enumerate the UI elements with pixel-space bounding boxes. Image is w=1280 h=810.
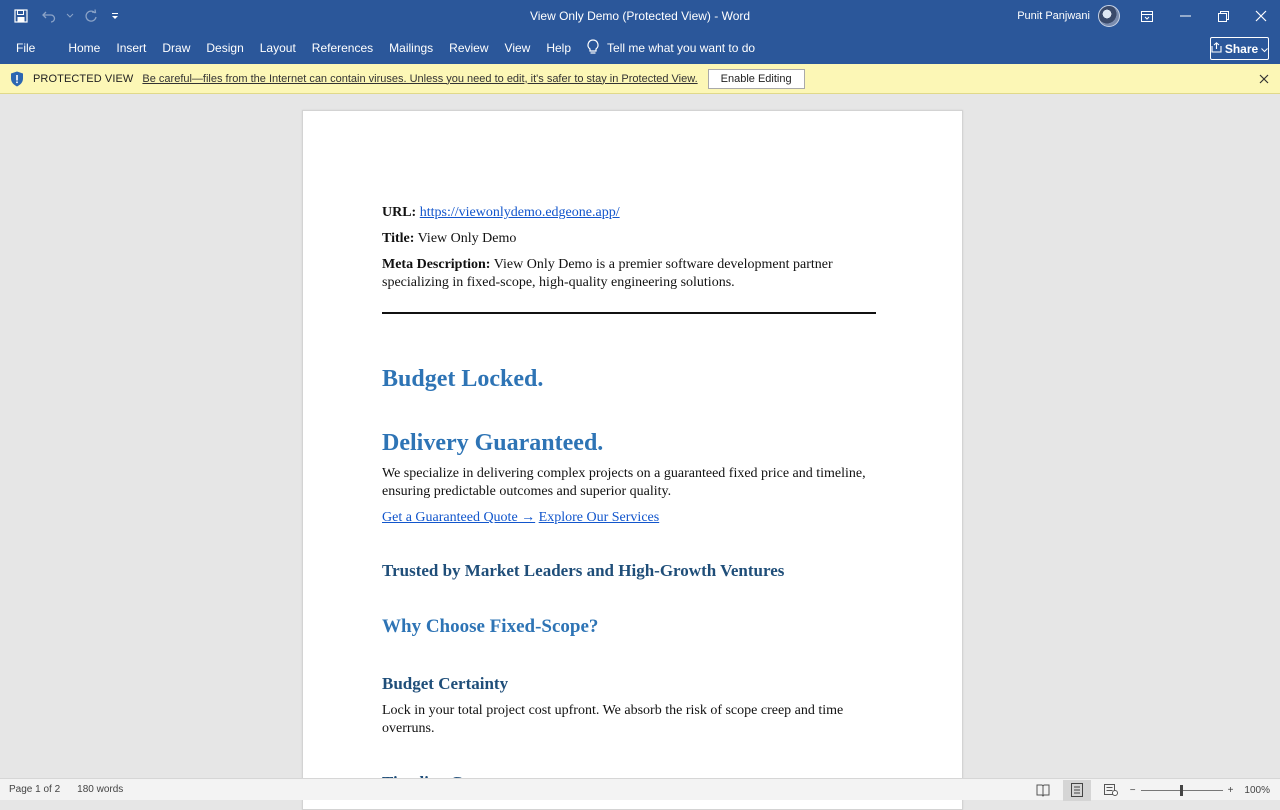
heading-budget-locked: Budget Locked. bbox=[382, 366, 544, 392]
zoom-slider-thumb[interactable] bbox=[1180, 785, 1183, 796]
explore-services-link[interactable]: Explore Our Services bbox=[538, 510, 660, 525]
user-account[interactable] bbox=[1017, 5, 1120, 27]
tab-mailings[interactable]: Mailings bbox=[389, 41, 434, 55]
user-name: Punit Panjwani bbox=[1017, 10, 1090, 22]
print-layout-icon[interactable] bbox=[1063, 780, 1091, 801]
heading-trusted: Trusted by Market Leaders and High-Growth Ventures bbox=[382, 561, 785, 580]
share-icon bbox=[1211, 42, 1222, 56]
share-button[interactable] bbox=[1210, 37, 1269, 60]
read-mode-icon[interactable] bbox=[1029, 780, 1057, 801]
title-label: Title: bbox=[382, 231, 415, 246]
close-icon[interactable] bbox=[1242, 0, 1280, 32]
heading-delivery-guaranteed: Delivery Guaranteed. bbox=[382, 430, 604, 456]
zoom-out-icon[interactable]: − bbox=[1129, 784, 1136, 796]
zoom-slider[interactable] bbox=[1141, 790, 1223, 791]
shield-icon bbox=[9, 70, 25, 88]
protected-view-bar bbox=[0, 64, 1280, 94]
word-count[interactable]: 180 words bbox=[77, 784, 124, 795]
zoom-in-icon[interactable]: + bbox=[1227, 784, 1234, 796]
zoom-level[interactable]: 100% bbox=[1244, 784, 1270, 796]
redo-icon[interactable] bbox=[80, 6, 102, 26]
view-buttons bbox=[1029, 779, 1125, 801]
minimize-icon[interactable] bbox=[1166, 0, 1204, 32]
meta-value: View Only Demo is a premier software development partner specializing in fixed-scope, high-quality engineering solutions. bbox=[382, 257, 833, 290]
quick-access-toolbar bbox=[10, 6, 122, 26]
tab-insert[interactable]: Insert bbox=[116, 41, 147, 55]
url-link[interactable]: https://viewonlydemo.edgeone.app/ bbox=[419, 205, 620, 220]
cta-links bbox=[382, 509, 882, 527]
lightbulb-icon bbox=[587, 39, 599, 58]
tab-home[interactable]: Home bbox=[68, 41, 101, 55]
title-bar bbox=[0, 0, 1280, 32]
tab-layout[interactable]: Layout bbox=[259, 41, 296, 55]
tab-view[interactable]: View bbox=[504, 41, 531, 55]
url-label: URL: bbox=[382, 205, 417, 220]
chevron-down-icon bbox=[1261, 42, 1268, 56]
page-content bbox=[382, 204, 882, 794]
protected-view-label: PROTECTED VIEW bbox=[33, 72, 134, 85]
ribbon-tabs bbox=[0, 32, 1280, 64]
status-bar bbox=[0, 778, 1280, 800]
meta-description bbox=[382, 256, 882, 292]
get-quote-link[interactable]: Get a Guaranteed Quote → bbox=[382, 510, 536, 525]
title-value: View Only Demo bbox=[417, 231, 517, 246]
tell-me-label: Tell me what you want to do bbox=[607, 41, 756, 55]
tell-me-search[interactable] bbox=[587, 39, 755, 58]
close-icon[interactable] bbox=[1256, 71, 1272, 87]
heading-why-fixed-scope: Why Choose Fixed-Scope? bbox=[382, 616, 599, 637]
tab-review[interactable]: Review bbox=[449, 41, 489, 55]
tab-file[interactable]: File bbox=[16, 41, 36, 55]
tab-draw[interactable]: Draw bbox=[162, 41, 191, 55]
tab-help[interactable]: Help bbox=[546, 41, 572, 55]
window-title: View Only Demo (Protected View) - Word bbox=[529, 9, 751, 23]
page-count[interactable]: Page 1 of 2 bbox=[9, 784, 61, 795]
share-label: Share bbox=[1224, 41, 1259, 56]
window-controls bbox=[1128, 0, 1280, 32]
url-line bbox=[382, 204, 882, 222]
tab-design[interactable]: Design bbox=[206, 41, 244, 55]
intro-paragraph: We specialize in delivering complex projects on a guaranteed fixed price and timeline, ensuring predictable outcomes and superior quality. bbox=[382, 466, 866, 499]
avatar[interactable] bbox=[1098, 5, 1120, 27]
tab-list bbox=[8, 32, 755, 64]
enable-editing-button[interactable]: Enable Editing bbox=[708, 69, 805, 89]
protected-view-message[interactable]: Be careful—files from the Internet can contain viruses. Unless you need to edit, it's safer to stay in Protected View. bbox=[142, 72, 698, 85]
chevron-down-icon[interactable] bbox=[66, 6, 74, 26]
heading-budget-certainty: Budget Certainty bbox=[382, 674, 509, 693]
customize-toolbar-icon[interactable] bbox=[108, 6, 122, 26]
title-line bbox=[382, 230, 882, 248]
ribbon-display-options-icon[interactable] bbox=[1128, 0, 1166, 32]
save-icon[interactable] bbox=[10, 6, 32, 26]
web-layout-icon[interactable] bbox=[1097, 780, 1125, 801]
zoom-control bbox=[1130, 779, 1270, 801]
document-page[interactable] bbox=[302, 110, 963, 810]
undo-icon[interactable] bbox=[38, 6, 60, 26]
budget-certainty-text: Lock in your total project cost upfront. We absorb the risk of scope creep and time overruns. bbox=[382, 703, 844, 736]
tab-references[interactable]: References bbox=[311, 41, 374, 55]
horizontal-rule bbox=[382, 312, 876, 314]
meta-label: Meta Description: bbox=[382, 257, 491, 272]
document-canvas[interactable] bbox=[0, 94, 1280, 778]
restore-icon[interactable] bbox=[1204, 0, 1242, 32]
